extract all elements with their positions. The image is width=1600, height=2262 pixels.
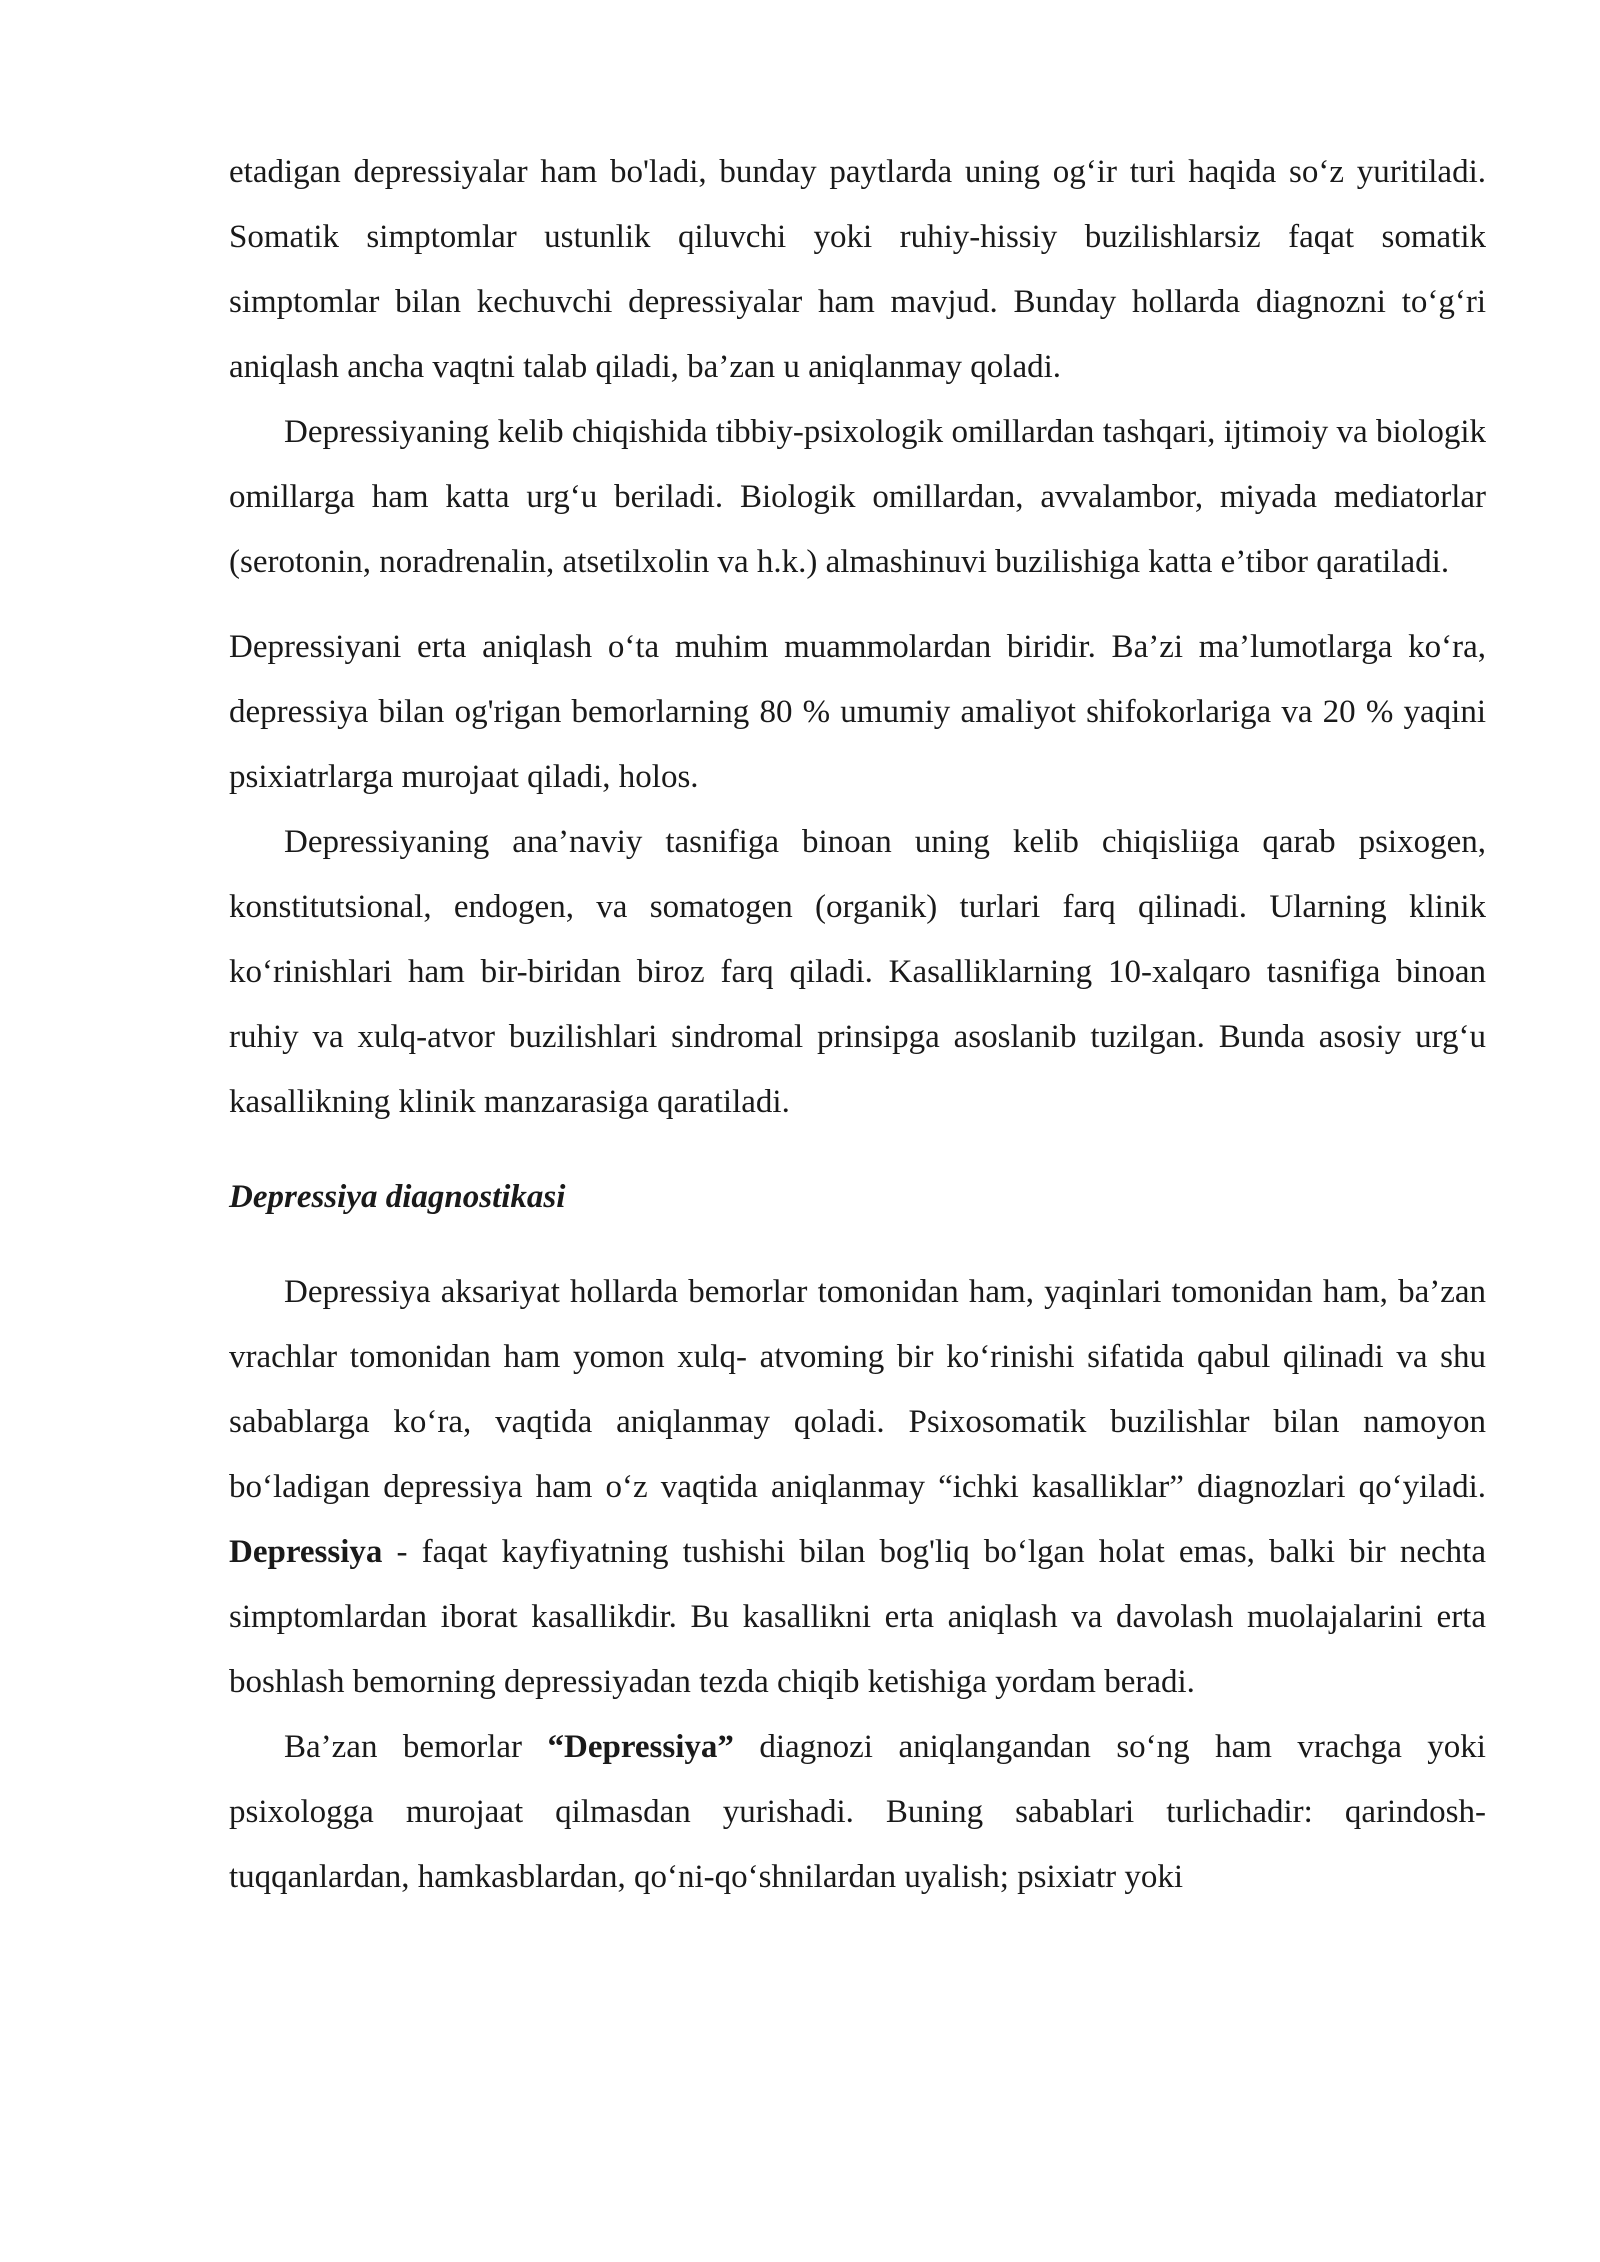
paragraph-6-text-end: diagnozi aniqlangandan so‘ng ham vrachga yoki psixologga murojaat qilmasdan yurishadi. Buning sabablari turlichadir: qarindosh-tuqqanlardan, hamkasblardan, qo‘ni-qo‘shnilardan uyalish; psixiatr yoki <box>229 1729 1486 1895</box>
paragraph-6 <box>229 1715 1486 1910</box>
paragraph-4: Depressiyaning ana’naviy tasnifiga binoan uning kelib chiqisliiga qarab psixogen, konstitutsional, endogen, va somatogen (organik) turlari farq qilinadi. Ularning klinik ko‘rinishlari ham bir-biridan biroz farq qiladi. Kasalliklarning 10-xalqaro tasnifiga binoan ruhiy va xulq-atvor buzilishlari sindromal prinsipga asoslanib tuzilgan. Bunda asosiy urg‘u kasallikning klinik manzarasiga qaratiladi. <box>229 824 1486 1120</box>
paragraph-5-text-start: Depressiya aksariyat hollarda bemorlar tomonidan ham, yaqinlari tomonidan ham, ba’zan vrachlar tomonidan ham yomon xulq- atvoming bir ko‘rinishi sifatida qabul qilinadi va shu sabablarga ko‘ra, vaqtida aniqlanmay qoladi. Psixosomatik buzilishlar bilan namoyon bo‘ladigan depressiya ham o‘z vaqtida aniqlanmay “ichki kasalliklar” diagnozlari qo‘yiladi. <box>229 1274 1486 1505</box>
paragraph-3: Depressiyani erta aniqlash o‘ta muhim muammolardan biridir. Ba’zi ma’lumotlarga ko‘ra, depressiya bilan og'rigan bemorlarning 80 % umumiy amaliyot shifokorlariga va 20 % yaqini psixiatrlarga murojaat qiladi, holos. <box>229 629 1486 795</box>
section-heading: Depressiya diagnostikasi <box>229 1179 566 1215</box>
paragraph-1: etadigan depressiyalar ham bo'ladi, bunday paytlarda uning og‘ir turi haqida so‘z yuritiladi. Somatik simptomlar ustunlik qiluvchi yoki ruhiy-hissiy buzilishlarsiz faqat somatik simptomlar bilan kechuvchi depressiyalar ham mavjud. Bunday hollarda diagnozni to‘g‘ri aniqlash ancha vaqtni talab qiladi, ba’zan u aniqlanmay qoladi. <box>229 154 1486 385</box>
paragraph-5-bold-term: Depressiya <box>229 1534 383 1570</box>
paragraph-5 <box>229 1260 1486 1715</box>
paragraph-6-text-start: Ba’zan bemorlar <box>284 1729 548 1765</box>
paragraph-2: Depressiyaning kelib chiqishida tibbiy-psixologik omillardan tashqari, ijtimoiy va biologik omillarga ham katta urg‘u beriladi. Biologik omillardan, avvalambor, miyada mediatorlar (serotonin, noradrenalin, atsetilxolin va h.k.) almashinuvi buzilishiga katta e’tibor qaratiladi. <box>229 414 1486 580</box>
paragraph-6-bold-term: “Depressiya” <box>547 1729 734 1765</box>
paragraph-5-text-end: - faqat kayfiyatning tushishi bilan bog'liq bo‘lgan holat emas, balki bir nechta simptomlardan iborat kasallikdir. Bu kasallikni erta aniqlash va davolash muolajalarini erta boshlash bemorning depressiyadan tezda chiqib ketishiga yordam beradi. <box>229 1534 1486 1700</box>
document-page <box>229 140 1486 1910</box>
